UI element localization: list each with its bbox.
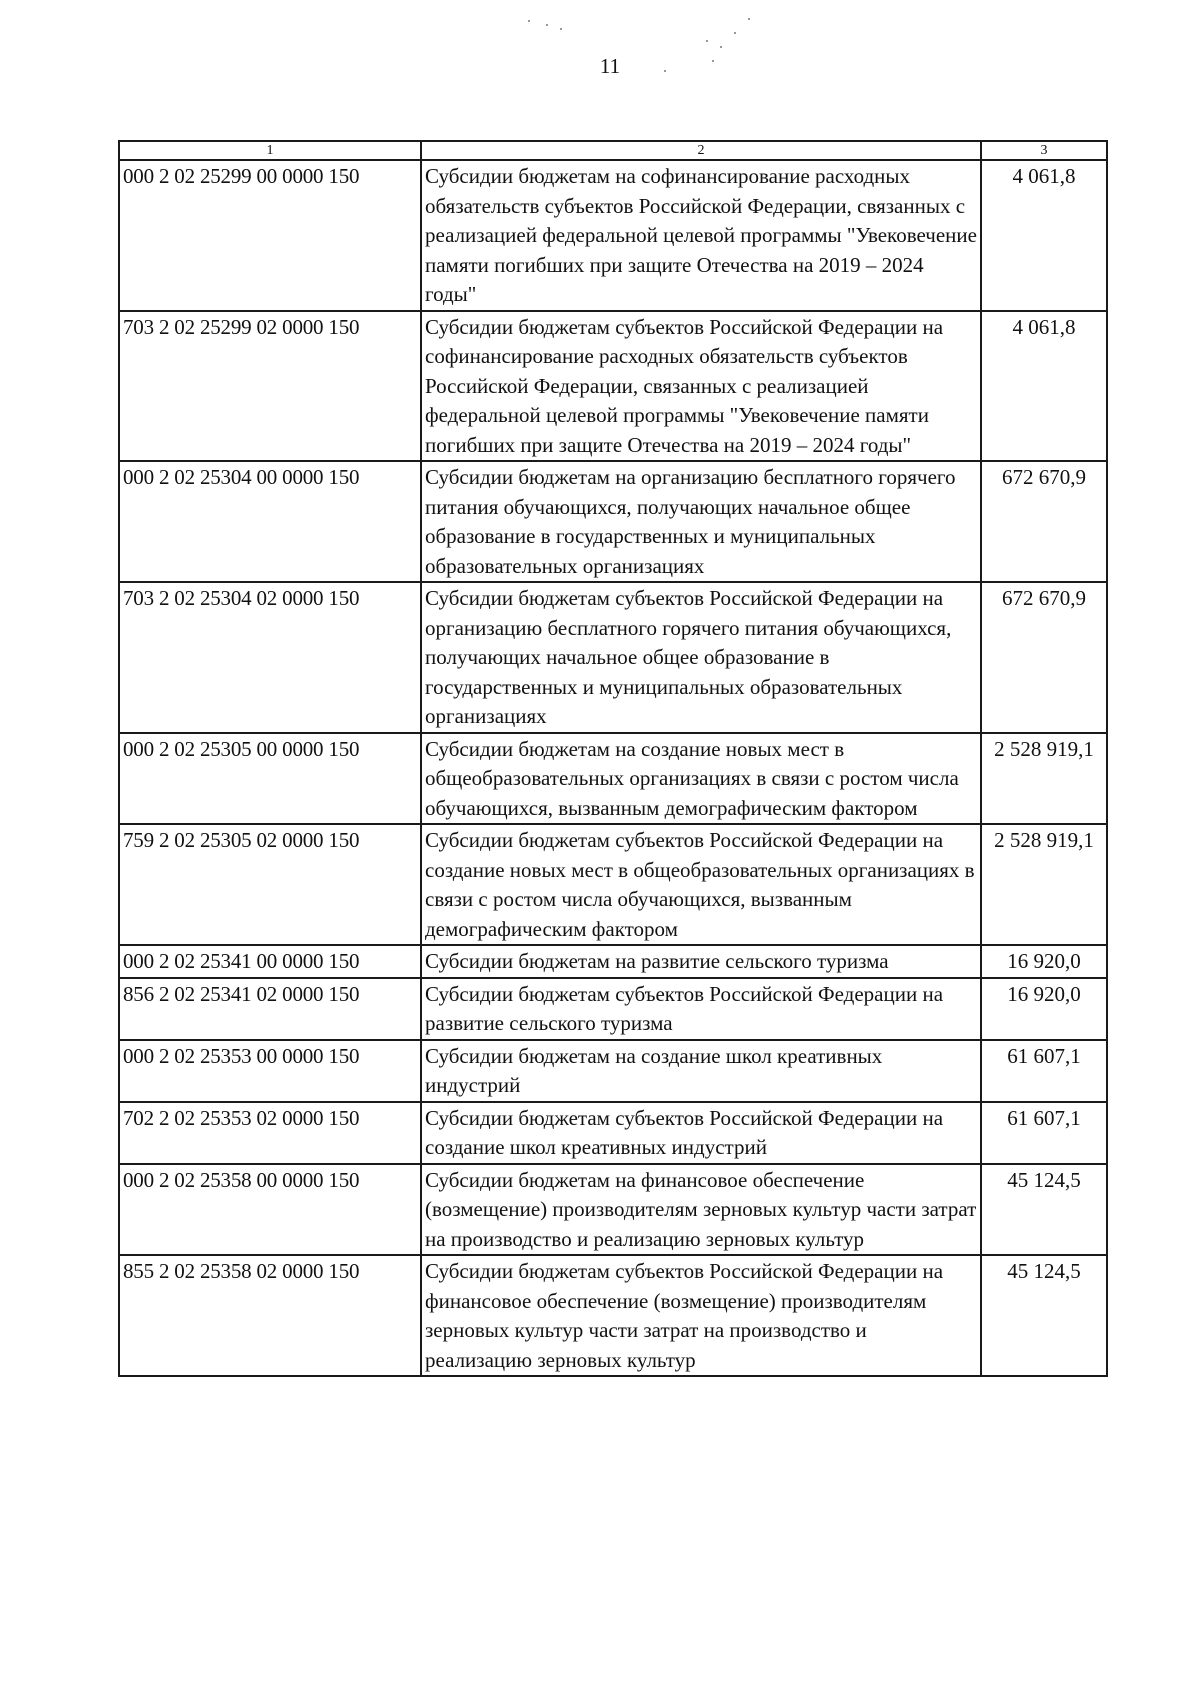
subsidy-name-cell: Субсидии бюджетам на финансовое обеспечение (возмещение) производителям зерновых культур части затрат на производство и реализацию зерновых культур (421, 1164, 981, 1256)
budget-code-cell: 855 2 02 25358 02 0000 150 (119, 1255, 421, 1376)
budget-table (118, 140, 1108, 1377)
amount-cell: 45 124,5 (981, 1164, 1107, 1256)
subsidy-name-cell: Субсидии бюджетам субъектов Российской Федерации на развитие сельского туризма (421, 978, 981, 1040)
budget-code-cell: 000 2 02 25358 00 0000 150 (119, 1164, 421, 1256)
table-row (119, 945, 1107, 978)
subsidy-name-cell: Субсидии бюджетам субъектов Российской Федерации на создание новых мест в общеобразовательных организациях в связи с ростом числа обучающихся, вызванным демографическим фактором (421, 824, 981, 945)
scan-speck (712, 60, 714, 62)
amount-cell: 61 607,1 (981, 1040, 1107, 1102)
budget-code-cell: 703 2 02 25299 02 0000 150 (119, 311, 421, 462)
table-row (119, 1255, 1107, 1376)
subsidy-name-cell: Субсидии бюджетам на развитие сельского туризма (421, 945, 981, 978)
table-row (119, 160, 1107, 311)
header-cell-1: 1 (119, 141, 421, 160)
budget-code-cell: 000 2 02 25305 00 0000 150 (119, 733, 421, 825)
amount-cell: 2 528 919,1 (981, 733, 1107, 825)
scan-speck (748, 18, 750, 20)
scan-speck (546, 24, 548, 26)
amount-cell: 45 124,5 (981, 1255, 1107, 1376)
subsidy-name-cell: Субсидии бюджетам субъектов Российской Федерации на финансовое обеспечение (возмещение) производителям зерновых культур части затрат на производство и реализацию зерновых культур (421, 1255, 981, 1376)
table-row (119, 1102, 1107, 1164)
header-cell-2: 2 (421, 141, 981, 160)
amount-cell: 16 920,0 (981, 978, 1107, 1040)
amount-cell: 4 061,8 (981, 311, 1107, 462)
table-row (119, 978, 1107, 1040)
amount-cell: 672 670,9 (981, 461, 1107, 582)
table-row (119, 582, 1107, 733)
subsidy-name-cell: Субсидии бюджетам на софинансирование расходных обязательств субъектов Российской Федерации, связанных с реализацией федеральной целевой программы "Увековечение памяти погибших при защите Отечества на 2019 – 2024 годы" (421, 160, 981, 311)
budget-code-cell: 000 2 02 25341 00 0000 150 (119, 945, 421, 978)
table-row (119, 824, 1107, 945)
subsidy-name-cell: Субсидии бюджетам на организацию бесплатного горячего питания обучающихся, получающих начальное общее образование в государственных и муниципальных образовательных организациях (421, 461, 981, 582)
header-cell-3: 3 (981, 141, 1107, 160)
budget-code-cell: 000 2 02 25304 00 0000 150 (119, 461, 421, 582)
budget-code-cell: 856 2 02 25341 02 0000 150 (119, 978, 421, 1040)
scan-speck (664, 70, 666, 72)
amount-cell: 2 528 919,1 (981, 824, 1107, 945)
table-row (119, 1040, 1107, 1102)
budget-code-cell: 703 2 02 25304 02 0000 150 (119, 582, 421, 733)
table-row (119, 1164, 1107, 1256)
amount-cell: 672 670,9 (981, 582, 1107, 733)
amount-cell: 16 920,0 (981, 945, 1107, 978)
scan-speck (706, 40, 708, 42)
subsidy-name-cell: Субсидии бюджетам на создание новых мест в общеобразовательных организациях в связи с ростом числа обучающихся, вызванным демографическим фактором (421, 733, 981, 825)
scan-speck (720, 46, 722, 48)
amount-cell: 61 607,1 (981, 1102, 1107, 1164)
subsidy-name-cell: Субсидии бюджетам субъектов Российской Федерации на софинансирование расходных обязательств субъектов Российской Федерации, связанных с реализацией федеральной целевой программы "Увековечение памяти погибших при защите Отечества на 2019 – 2024 годы" (421, 311, 981, 462)
budget-code-cell: 000 2 02 25353 00 0000 150 (119, 1040, 421, 1102)
scan-speck (560, 28, 562, 30)
budget-code-cell: 000 2 02 25299 00 0000 150 (119, 160, 421, 311)
subsidy-name-cell: Субсидии бюджетам субъектов Российской Федерации на организацию бесплатного горячего питания обучающихся, получающих начальное общее образование в государственных и муниципальных образовательных организациях (421, 582, 981, 733)
table-row (119, 311, 1107, 462)
subsidy-name-cell: Субсидии бюджетам субъектов Российской Федерации на создание школ креативных индустрий (421, 1102, 981, 1164)
amount-cell: 4 061,8 (981, 160, 1107, 311)
budget-code-cell: 759 2 02 25305 02 0000 150 (119, 824, 421, 945)
table-header-row (119, 141, 1107, 160)
scan-speck (734, 32, 736, 34)
table-row (119, 461, 1107, 582)
subsidy-name-cell: Субсидии бюджетам на создание школ креативных индустрий (421, 1040, 981, 1102)
budget-code-cell: 702 2 02 25353 02 0000 150 (119, 1102, 421, 1164)
page-number: 11 (599, 54, 621, 78)
scan-speck (528, 20, 530, 22)
table-row (119, 733, 1107, 825)
